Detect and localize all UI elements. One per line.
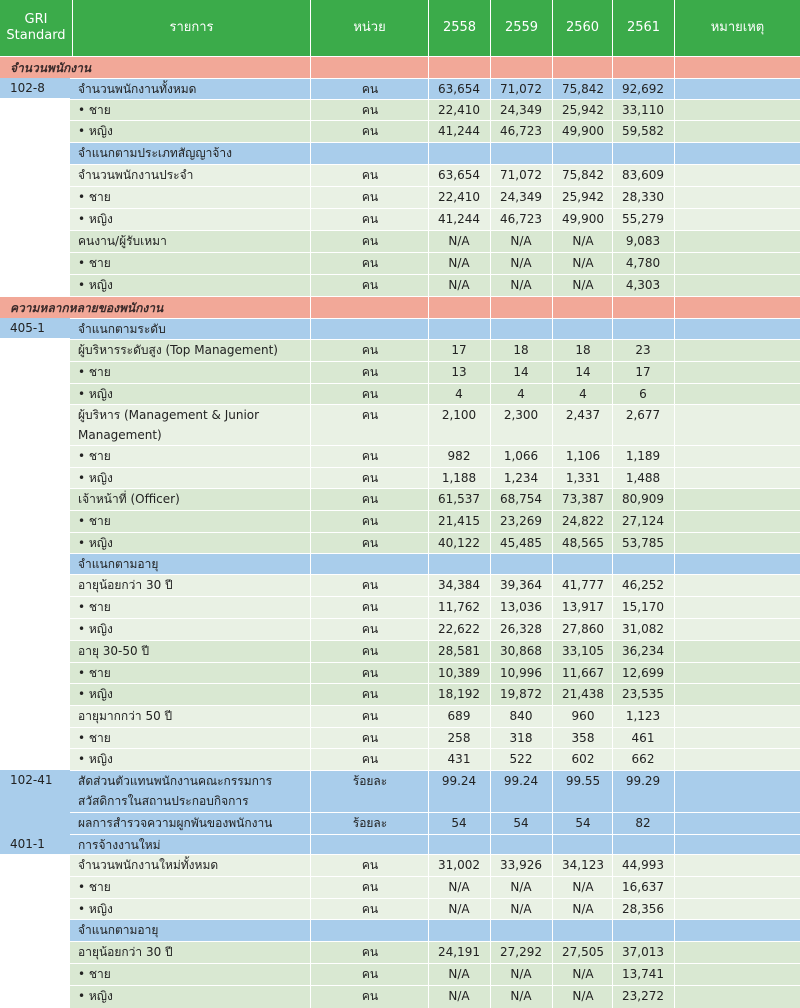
- row-value-2558: 40,122: [438, 536, 480, 550]
- row-value-2559: 54: [513, 816, 529, 830]
- row-value-2558: 31,002: [438, 858, 480, 872]
- row-item-label: • หญิง: [78, 902, 113, 916]
- row-item-label: การจ้างงานใหม่: [78, 838, 161, 852]
- row-value-2560: N/A: [572, 256, 594, 270]
- row-item-label: สัดส่วนตัวแทนพนักงานคณะกรรมการสวัสดิการในสถานประกอบกิจการ: [78, 774, 273, 808]
- row-value-2558: 431: [447, 752, 471, 766]
- row-item-label: • หญิง: [78, 212, 113, 226]
- row-value-2560: 602: [571, 752, 595, 766]
- table-row: [70, 683, 800, 705]
- row-value-2561: 23,535: [622, 687, 664, 701]
- row-item-label: ผลการสำรวจความผูกพันของพนักงาน: [78, 816, 273, 830]
- row-value-2561: 4,780: [625, 256, 661, 270]
- row-value-2559: 840: [509, 709, 533, 723]
- row-value-2559: N/A: [510, 256, 532, 270]
- header-remarks: หมายเหตุ: [674, 0, 800, 56]
- table-row: [70, 339, 800, 361]
- row-value-2559: 1,234: [503, 471, 539, 485]
- row-unit: คน: [361, 967, 379, 981]
- row-unit: คน: [361, 578, 379, 592]
- row-unit: คน: [361, 449, 379, 463]
- table-row: [70, 876, 800, 898]
- row-value-2559: 99.24: [503, 774, 539, 788]
- table-row: [70, 120, 800, 142]
- row-value-2561: 99.29: [625, 774, 661, 788]
- header-gri-standard: GRI Standard: [6, 12, 66, 43]
- row-value-2558: 24,191: [438, 945, 480, 959]
- row-value-2560: N/A: [572, 234, 594, 248]
- row-unit: คน: [361, 256, 379, 270]
- gri-code: 405-1: [0, 318, 70, 338]
- row-item-label: • ชาย: [78, 256, 111, 270]
- row-item-label: ผู้บริหารระดับสูง (Top Management): [78, 343, 278, 357]
- row-value-2560: 25,942: [562, 190, 604, 204]
- row-value-2558: 41,244: [438, 124, 480, 138]
- table-row: [70, 596, 800, 618]
- row-unit: คน: [361, 644, 379, 658]
- row-value-2559: 19,872: [500, 687, 542, 701]
- row-value-2559: 33,926: [500, 858, 542, 872]
- row-unit: คน: [361, 709, 379, 723]
- row-unit: คน: [361, 212, 379, 226]
- row-item-label: • ชาย: [78, 514, 111, 528]
- row-value-2558: 4: [455, 387, 463, 401]
- row-value-2558: 11,762: [438, 600, 480, 614]
- row-item-label: • หญิง: [78, 752, 113, 766]
- row-value-2558: 22,410: [438, 190, 480, 204]
- row-unit: คน: [361, 536, 379, 550]
- table-row: [70, 78, 800, 99]
- section-header: [0, 296, 800, 318]
- table-row: [70, 854, 800, 876]
- row-value-2561: 28,356: [622, 902, 664, 916]
- row-item-label: อายุน้อยกว่า 30 ปี: [78, 578, 173, 592]
- row-value-2558: 28,581: [438, 644, 480, 658]
- row-value-2558: N/A: [448, 989, 470, 1003]
- column-divider: [310, 56, 311, 1008]
- row-unit: ร้อยละ: [352, 774, 388, 788]
- row-value-2561: 27,124: [622, 514, 664, 528]
- gri-column-cell: [0, 790, 70, 834]
- row-value-2561: 2,677: [625, 408, 661, 422]
- row-item-label: อายุ 30-50 ปี: [78, 644, 150, 658]
- section-title: ความหลากหลายของพนักงาน: [10, 301, 164, 315]
- row-value-2560: 75,842: [562, 82, 604, 96]
- header-year-2560: 2560: [552, 0, 612, 56]
- table-row: [70, 705, 800, 727]
- table-row: [70, 186, 800, 208]
- table-row: [70, 834, 800, 854]
- row-value-2561: 59,582: [622, 124, 664, 138]
- row-value-2561: 9,083: [625, 234, 661, 248]
- row-unit: คน: [361, 989, 379, 1003]
- column-divider: [552, 56, 553, 1008]
- table-row: [70, 99, 800, 120]
- table-row: [70, 618, 800, 640]
- row-value-2560: 11,667: [562, 666, 604, 680]
- row-item-label: อายุมากกว่า 50 ปี: [78, 709, 173, 723]
- row-value-2558: 22,622: [438, 622, 480, 636]
- row-value-2558: 689: [447, 709, 471, 723]
- row-value-2560: 24,822: [562, 514, 604, 528]
- row-value-2559: 45,485: [500, 536, 542, 550]
- row-value-2561: 23: [635, 343, 651, 357]
- row-unit: คน: [361, 278, 379, 292]
- row-item-label: จำนวนพนักงานใหม่ทั้งหมด: [78, 858, 219, 872]
- gri-column-cell: [0, 854, 70, 1008]
- column-divider: [490, 56, 491, 1008]
- row-value-2561: 36,234: [622, 644, 664, 658]
- row-value-2558: 63,654: [438, 168, 480, 182]
- row-item-label: จำแนกตามระดับ: [78, 322, 166, 336]
- row-value-2558: 54: [451, 816, 467, 830]
- row-unit: คน: [361, 752, 379, 766]
- row-unit: คน: [361, 514, 379, 528]
- table-row: [70, 640, 800, 662]
- header-unit: หน่วย: [310, 0, 428, 56]
- row-value-2561: 83,609: [622, 168, 664, 182]
- row-unit: คน: [361, 82, 379, 96]
- row-value-2559: 39,364: [500, 578, 542, 592]
- row-value-2558: N/A: [448, 256, 470, 270]
- row-unit: คน: [361, 731, 379, 745]
- row-item-label: • ชาย: [78, 449, 111, 463]
- row-value-2559: 2,300: [503, 408, 539, 422]
- row-item-label: • หญิง: [78, 471, 113, 485]
- row-value-2560: 18: [575, 343, 591, 357]
- gri-code: 102-8: [0, 78, 70, 98]
- row-value-2558: 21,415: [438, 514, 480, 528]
- row-unit: คน: [361, 471, 379, 485]
- table-row: [70, 445, 800, 467]
- row-item-label: • หญิง: [78, 622, 113, 636]
- row-value-2561: 17: [635, 365, 651, 379]
- row-value-2559: 27,292: [500, 945, 542, 959]
- row-value-2559: 24,349: [500, 190, 542, 204]
- table-row: [70, 404, 800, 445]
- header-year-2559: 2559: [490, 0, 552, 56]
- row-value-2560: N/A: [572, 967, 594, 981]
- row-unit: คน: [361, 103, 379, 117]
- row-value-2559: 522: [509, 752, 533, 766]
- table-row: [70, 208, 800, 230]
- row-item-label: จำแนกตามอายุ: [78, 557, 159, 571]
- row-value-2561: 31,082: [622, 622, 664, 636]
- row-value-2558: 982: [447, 449, 471, 463]
- row-value-2561: 461: [631, 731, 655, 745]
- row-value-2558: 41,244: [438, 212, 480, 226]
- table-row: [70, 941, 800, 963]
- row-unit: คน: [361, 880, 379, 894]
- row-value-2561: 44,993: [622, 858, 664, 872]
- row-value-2561: 53,785: [622, 536, 664, 550]
- row-value-2559: 14: [513, 365, 529, 379]
- row-value-2561: 33,110: [622, 103, 664, 117]
- row-value-2561: 92,692: [622, 82, 664, 96]
- row-unit: คน: [361, 492, 379, 506]
- row-value-2560: 48,565: [562, 536, 604, 550]
- row-value-2561: 23,272: [622, 989, 664, 1003]
- row-value-2560: 21,438: [562, 687, 604, 701]
- row-item-label: • ชาย: [78, 103, 111, 117]
- table-row: [70, 812, 800, 834]
- row-value-2559: 23,269: [500, 514, 542, 528]
- row-item-label: เจ้าหน้าที่ (Officer): [78, 492, 180, 506]
- row-value-2559: N/A: [510, 880, 532, 894]
- row-value-2560: 73,387: [562, 492, 604, 506]
- row-item-label: จำนวนพนักงานทั้งหมด: [78, 82, 197, 96]
- row-item-label: • ชาย: [78, 880, 111, 894]
- row-item-label: • หญิง: [78, 536, 113, 550]
- row-value-2560: 27,860: [562, 622, 604, 636]
- row-unit: คน: [361, 902, 379, 916]
- row-value-2558: 99.24: [441, 774, 477, 788]
- row-value-2559: 18: [513, 343, 529, 357]
- row-value-2559: N/A: [510, 278, 532, 292]
- table-row: [70, 230, 800, 252]
- table-row: [70, 574, 800, 596]
- row-value-2558: 63,654: [438, 82, 480, 96]
- row-value-2559: 10,996: [500, 666, 542, 680]
- row-value-2560: 1,331: [565, 471, 601, 485]
- column-divider: [674, 56, 675, 1008]
- row-unit: คน: [361, 343, 379, 357]
- row-unit: คน: [361, 622, 379, 636]
- row-item-label: • หญิง: [78, 278, 113, 292]
- row-value-2561: 82: [635, 816, 651, 830]
- row-unit: คน: [361, 666, 379, 680]
- row-unit: คน: [361, 190, 379, 204]
- row-item-label: อายุน้อยกว่า 30 ปี: [78, 945, 173, 959]
- row-value-2559: 30,868: [500, 644, 542, 658]
- row-value-2559: 1,066: [503, 449, 539, 463]
- row-value-2560: N/A: [572, 880, 594, 894]
- row-value-2558: N/A: [448, 902, 470, 916]
- row-value-2560: 960: [571, 709, 595, 723]
- gri-column-cell: [0, 338, 70, 770]
- row-value-2560: 34,123: [562, 858, 604, 872]
- row-value-2558: 34,384: [438, 578, 480, 592]
- table-row: [70, 383, 800, 404]
- row-value-2559: 68,754: [500, 492, 542, 506]
- header-year-2561: 2561: [612, 0, 674, 56]
- row-item-label: จำแนกตามประเภทสัญญาจ้าง: [78, 146, 232, 160]
- row-value-2561: 28,330: [622, 190, 664, 204]
- column-divider: [612, 56, 613, 1008]
- row-unit: คน: [361, 234, 379, 248]
- row-value-2561: 12,699: [622, 666, 664, 680]
- row-unit: คน: [361, 858, 379, 872]
- row-unit: คน: [361, 365, 379, 379]
- row-value-2561: 662: [631, 752, 655, 766]
- header-item: รายการ: [72, 0, 310, 56]
- row-unit: คน: [361, 687, 379, 701]
- row-value-2560: 33,105: [562, 644, 604, 658]
- row-value-2560: 1,106: [565, 449, 601, 463]
- row-value-2560: 41,777: [562, 578, 604, 592]
- row-value-2558: 13: [451, 365, 467, 379]
- gri-code: 102-41: [0, 770, 70, 790]
- row-value-2559: 46,723: [500, 212, 542, 226]
- row-value-2558: 61,537: [438, 492, 480, 506]
- row-unit: คน: [361, 600, 379, 614]
- row-item-label: • ชาย: [78, 967, 111, 981]
- row-value-2558: N/A: [448, 234, 470, 248]
- header-year-2558: 2558: [428, 0, 490, 56]
- row-item-label: • หญิง: [78, 989, 113, 1003]
- row-value-2559: 71,072: [500, 82, 542, 96]
- row-value-2561: 13,741: [622, 967, 664, 981]
- row-value-2558: 22,410: [438, 103, 480, 117]
- row-value-2559: N/A: [510, 234, 532, 248]
- row-value-2561: 46,252: [622, 578, 664, 592]
- row-value-2558: 10,389: [438, 666, 480, 680]
- row-value-2560: 358: [571, 731, 595, 745]
- row-unit: คน: [361, 387, 379, 401]
- row-value-2559: N/A: [510, 902, 532, 916]
- row-value-2561: 1,488: [625, 471, 661, 485]
- gri-column-cell: [0, 98, 70, 296]
- row-value-2560: N/A: [572, 278, 594, 292]
- table-row: [70, 274, 800, 296]
- table-row: [70, 898, 800, 919]
- row-value-2558: 258: [447, 731, 471, 745]
- row-value-2558: 18,192: [438, 687, 480, 701]
- row-value-2560: 49,900: [562, 212, 604, 226]
- row-item-label: • ชาย: [78, 190, 111, 204]
- table-row: [70, 662, 800, 683]
- table-row: [70, 553, 800, 574]
- row-value-2560: 54: [575, 816, 591, 830]
- table-row: [70, 770, 800, 812]
- row-unit: คน: [361, 168, 379, 182]
- row-value-2561: 1,123: [625, 709, 661, 723]
- table-header: [0, 0, 800, 56]
- table-row: [70, 748, 800, 770]
- row-value-2559: N/A: [510, 989, 532, 1003]
- row-value-2560: 49,900: [562, 124, 604, 138]
- row-unit: คน: [361, 124, 379, 138]
- row-value-2561: 1,189: [625, 449, 661, 463]
- row-value-2561: 55,279: [622, 212, 664, 226]
- table-row: [70, 488, 800, 510]
- row-value-2558: N/A: [448, 967, 470, 981]
- row-item-label: จำแนกตามอายุ: [78, 923, 159, 937]
- table-row: [70, 919, 800, 941]
- row-item-label: คนงาน/ผู้รับเหมา: [78, 234, 167, 248]
- table-row: [70, 963, 800, 985]
- table-row: [70, 361, 800, 383]
- table-row: [70, 467, 800, 488]
- row-value-2560: 27,505: [562, 945, 604, 959]
- table-row: [70, 532, 800, 553]
- row-value-2560: 2,437: [565, 408, 601, 422]
- row-value-2561: 4,303: [625, 278, 661, 292]
- row-value-2561: 16,637: [622, 880, 664, 894]
- row-value-2560: N/A: [572, 989, 594, 1003]
- row-value-2558: 2,100: [441, 408, 477, 422]
- row-value-2559: N/A: [510, 967, 532, 981]
- row-unit: ร้อยละ: [352, 816, 388, 830]
- table-row: [70, 985, 800, 1008]
- row-item-label: • ชาย: [78, 731, 111, 745]
- table-row: [70, 252, 800, 274]
- table-row: [70, 164, 800, 186]
- row-unit: คน: [361, 408, 379, 422]
- row-item-label: • หญิง: [78, 124, 113, 138]
- section-title: จำนวนพนักงาน: [10, 61, 92, 75]
- row-value-2559: 26,328: [500, 622, 542, 636]
- row-item-label: จำนวนพนักงานประจำ: [78, 168, 194, 182]
- row-value-2560: 99.55: [565, 774, 601, 788]
- table-row: [70, 318, 800, 339]
- row-value-2558: N/A: [448, 880, 470, 894]
- gri-code: 401-1: [0, 834, 70, 854]
- row-value-2560: 25,942: [562, 103, 604, 117]
- row-value-2558: 17: [451, 343, 467, 357]
- table-row: [70, 727, 800, 748]
- row-item-label: • หญิง: [78, 687, 113, 701]
- row-value-2560: 4: [579, 387, 587, 401]
- row-value-2560: N/A: [572, 902, 594, 916]
- row-value-2559: 71,072: [500, 168, 542, 182]
- column-divider: [428, 56, 429, 1008]
- row-value-2560: 14: [575, 365, 591, 379]
- row-item-label: • ชาย: [78, 666, 111, 680]
- row-value-2559: 4: [517, 387, 525, 401]
- row-item-label: • หญิง: [78, 387, 113, 401]
- row-value-2559: 13,036: [500, 600, 542, 614]
- row-value-2561: 6: [639, 387, 647, 401]
- row-value-2559: 318: [509, 731, 533, 745]
- table-row: [70, 510, 800, 532]
- row-value-2560: 75,842: [562, 168, 604, 182]
- row-value-2559: 24,349: [500, 103, 542, 117]
- row-unit: คน: [361, 945, 379, 959]
- row-item-label: ผู้บริหาร (Management & Junior Management): [78, 408, 260, 442]
- row-item-label: • ชาย: [78, 365, 111, 379]
- row-value-2560: 13,917: [562, 600, 604, 614]
- row-item-label: • ชาย: [78, 600, 111, 614]
- section-header: [0, 56, 800, 78]
- row-value-2561: 15,170: [622, 600, 664, 614]
- row-value-2561: 80,909: [622, 492, 664, 506]
- row-value-2561: 37,013: [622, 945, 664, 959]
- row-value-2558: 1,188: [441, 471, 477, 485]
- table-row: [70, 142, 800, 164]
- row-value-2559: 46,723: [500, 124, 542, 138]
- row-value-2558: N/A: [448, 278, 470, 292]
